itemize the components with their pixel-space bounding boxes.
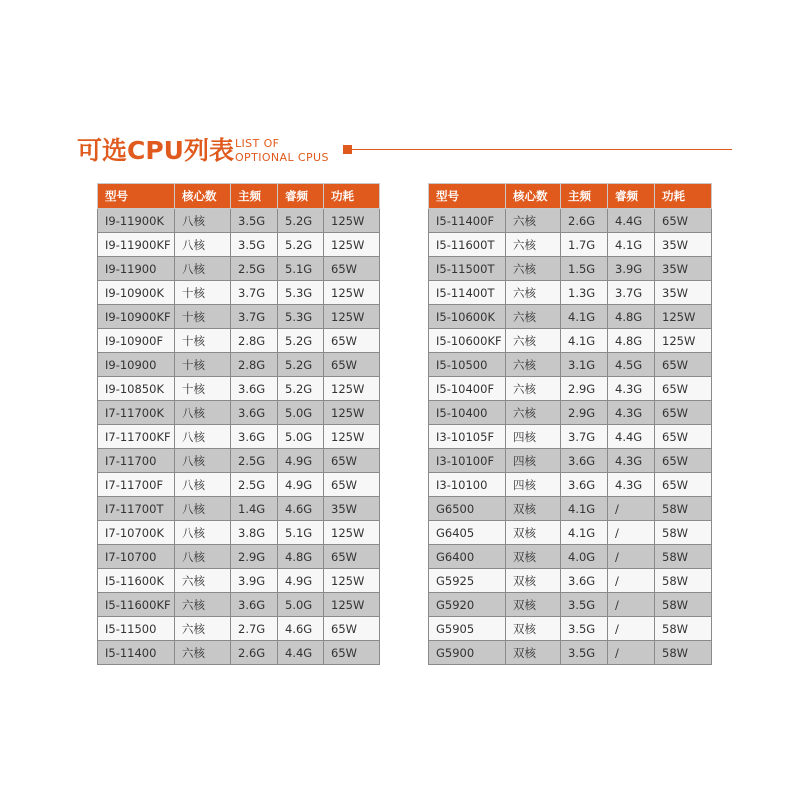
cell-power: 65W (324, 329, 380, 353)
cell-model: I5-10600K (429, 305, 506, 329)
cell-cores: 双核 (506, 497, 561, 521)
table-row (98, 473, 380, 497)
cell-boost-clock: / (608, 641, 655, 665)
cell-cores: 六核 (506, 401, 561, 425)
table-row (98, 257, 380, 281)
cell-model: I5-10400F (429, 377, 506, 401)
cell-boost-clock: 4.3G (608, 473, 655, 497)
cell-base-clock: 4.1G (561, 521, 608, 545)
cell-base-clock: 4.0G (561, 545, 608, 569)
cell-cores: 双核 (506, 641, 561, 665)
cell-cores: 六核 (506, 257, 561, 281)
cell-model: I7-11700KF (98, 425, 175, 449)
cell-power: 65W (324, 353, 380, 377)
table-row (429, 281, 712, 305)
cell-model: I9-11900KF (98, 233, 175, 257)
cell-cores: 六核 (175, 641, 231, 665)
cell-base-clock: 3.6G (561, 569, 608, 593)
cell-base-clock: 3.5G (231, 233, 278, 257)
cell-boost-clock: 5.3G (278, 281, 324, 305)
table-row (98, 377, 380, 401)
column-header-boost-clock: 睿频 (278, 184, 324, 209)
cell-base-clock: 4.1G (561, 497, 608, 521)
cell-boost-clock: 4.8G (608, 329, 655, 353)
cell-cores: 双核 (506, 545, 561, 569)
cell-power: 58W (655, 593, 712, 617)
cell-power: 58W (655, 545, 712, 569)
table-row (429, 353, 712, 377)
cell-model: G5925 (429, 569, 506, 593)
table-row (429, 377, 712, 401)
cell-model: I9-10900F (98, 329, 175, 353)
cell-cores: 十核 (175, 305, 231, 329)
cell-base-clock: 2.8G (231, 329, 278, 353)
cell-model: I9-11900K (98, 209, 175, 233)
cell-model: I5-10400 (429, 401, 506, 425)
cell-model: I5-11500T (429, 257, 506, 281)
cell-power: 35W (655, 233, 712, 257)
subtitle-line-2: OPTIONAL CPUS (235, 151, 329, 164)
cell-boost-clock: 4.8G (278, 545, 324, 569)
cell-power: 35W (324, 497, 380, 521)
cell-model: I5-11600T (429, 233, 506, 257)
cell-power: 125W (655, 305, 712, 329)
cell-power: 65W (324, 641, 380, 665)
table-row (429, 233, 712, 257)
cell-power: 65W (324, 257, 380, 281)
cell-boost-clock: 4.1G (608, 233, 655, 257)
cell-boost-clock: 5.0G (278, 401, 324, 425)
cell-power: 125W (324, 401, 380, 425)
cell-base-clock: 3.8G (231, 521, 278, 545)
cell-model: I7-11700F (98, 473, 175, 497)
table-header-row (98, 184, 380, 209)
cell-boost-clock: 4.3G (608, 449, 655, 473)
cell-model: I5-11500 (98, 617, 175, 641)
cell-model: I5-11600KF (98, 593, 175, 617)
title-rule-square (343, 145, 352, 154)
table-row (429, 545, 712, 569)
cell-base-clock: 1.3G (561, 281, 608, 305)
cell-boost-clock: 5.2G (278, 353, 324, 377)
cell-model: I7-11700T (98, 497, 175, 521)
cell-base-clock: 2.7G (231, 617, 278, 641)
table-row (98, 521, 380, 545)
subtitle-line-1: LIST OF (235, 137, 280, 150)
cell-cores: 六核 (506, 305, 561, 329)
cell-model: I5-11400F (429, 209, 506, 233)
cell-base-clock: 3.7G (231, 281, 278, 305)
cell-cores: 六核 (506, 329, 561, 353)
table-row (429, 329, 712, 353)
cell-cores: 八核 (175, 521, 231, 545)
cell-boost-clock: 5.2G (278, 209, 324, 233)
cell-boost-clock: 5.3G (278, 305, 324, 329)
cell-power: 58W (655, 569, 712, 593)
cell-cores: 八核 (175, 497, 231, 521)
table-row (98, 497, 380, 521)
table-row (98, 449, 380, 473)
table-row (429, 305, 712, 329)
table-row (429, 209, 712, 233)
cell-cores: 八核 (175, 209, 231, 233)
cell-cores: 六核 (175, 617, 231, 641)
cell-cores: 八核 (175, 425, 231, 449)
cell-cores: 八核 (175, 257, 231, 281)
cell-model: I7-10700 (98, 545, 175, 569)
table-row (429, 497, 712, 521)
column-header-base-clock: 主频 (231, 184, 278, 209)
cell-model: I9-10900K (98, 281, 175, 305)
cell-boost-clock: 4.9G (278, 449, 324, 473)
cell-cores: 四核 (506, 449, 561, 473)
cell-base-clock: 2.6G (561, 209, 608, 233)
cell-boost-clock: 5.2G (278, 233, 324, 257)
cell-power: 65W (324, 473, 380, 497)
table-row (429, 401, 712, 425)
table-row (429, 617, 712, 641)
cell-model: I7-11700 (98, 449, 175, 473)
cell-base-clock: 3.6G (231, 377, 278, 401)
cell-boost-clock: 4.3G (608, 401, 655, 425)
cell-boost-clock: / (608, 569, 655, 593)
cpu-table-left (97, 183, 380, 665)
cell-base-clock: 4.1G (561, 305, 608, 329)
table-row (98, 401, 380, 425)
cell-cores: 双核 (506, 593, 561, 617)
cell-boost-clock: 4.4G (608, 209, 655, 233)
cell-power: 125W (324, 233, 380, 257)
cell-base-clock: 3.9G (231, 569, 278, 593)
cell-base-clock: 3.7G (561, 425, 608, 449)
cell-base-clock: 2.8G (231, 353, 278, 377)
cell-boost-clock: 5.2G (278, 377, 324, 401)
cell-power: 125W (324, 377, 380, 401)
cell-boost-clock: 5.2G (278, 329, 324, 353)
table-row (429, 449, 712, 473)
table-row (429, 425, 712, 449)
cell-model: I5-10600KF (429, 329, 506, 353)
table-row (98, 329, 380, 353)
cell-model: G6400 (429, 545, 506, 569)
cell-power: 65W (655, 449, 712, 473)
cell-power: 58W (655, 521, 712, 545)
cell-model: I7-11700K (98, 401, 175, 425)
cell-model: I9-10900 (98, 353, 175, 377)
column-header-cores: 核心数 (175, 184, 231, 209)
cell-boost-clock: 4.6G (278, 617, 324, 641)
cell-base-clock: 1.4G (231, 497, 278, 521)
cell-cores: 八核 (175, 401, 231, 425)
cell-cores: 四核 (506, 473, 561, 497)
cell-base-clock: 3.6G (231, 425, 278, 449)
title-rule-line (352, 149, 732, 150)
cell-power: 58W (655, 617, 712, 641)
table-row (429, 593, 712, 617)
cell-power: 125W (324, 593, 380, 617)
cell-power: 58W (655, 497, 712, 521)
cell-power: 65W (655, 353, 712, 377)
cell-power: 65W (324, 449, 380, 473)
cell-model: I5-11400 (98, 641, 175, 665)
cell-power: 125W (324, 569, 380, 593)
cell-cores: 六核 (506, 233, 561, 257)
cell-boost-clock: 4.9G (278, 569, 324, 593)
cell-cores: 十核 (175, 353, 231, 377)
cell-base-clock: 2.6G (231, 641, 278, 665)
cell-power: 65W (655, 401, 712, 425)
cell-power: 58W (655, 641, 712, 665)
cell-boost-clock: 5.1G (278, 257, 324, 281)
cell-base-clock: 2.9G (231, 545, 278, 569)
cell-base-clock: 1.5G (561, 257, 608, 281)
column-header-boost-clock: 睿频 (608, 184, 655, 209)
cell-boost-clock: 5.0G (278, 593, 324, 617)
cell-power: 125W (324, 281, 380, 305)
table-row (98, 233, 380, 257)
column-header-power: 功耗 (324, 184, 380, 209)
cpu-table-right (428, 183, 712, 665)
cell-model: G5905 (429, 617, 506, 641)
table-row (98, 425, 380, 449)
column-header-model: 型号 (429, 184, 506, 209)
cell-power: 125W (324, 209, 380, 233)
cell-base-clock: 2.5G (231, 257, 278, 281)
cell-boost-clock: 4.3G (608, 377, 655, 401)
cell-boost-clock: 4.4G (278, 641, 324, 665)
cell-power: 35W (655, 281, 712, 305)
cell-cores: 八核 (175, 545, 231, 569)
cell-model: G5920 (429, 593, 506, 617)
cell-boost-clock: / (608, 497, 655, 521)
page-subtitle (235, 137, 329, 165)
cell-boost-clock: / (608, 617, 655, 641)
table-row (98, 353, 380, 377)
cell-boost-clock: / (608, 545, 655, 569)
cell-cores: 八核 (175, 233, 231, 257)
cell-base-clock: 3.7G (231, 305, 278, 329)
column-header-model: 型号 (98, 184, 175, 209)
column-header-cores: 核心数 (506, 184, 561, 209)
table-row (98, 641, 380, 665)
cell-base-clock: 3.1G (561, 353, 608, 377)
cell-cores: 十核 (175, 329, 231, 353)
table-row (98, 281, 380, 305)
cell-cores: 六核 (506, 353, 561, 377)
table-row (429, 569, 712, 593)
page-header (0, 0, 800, 180)
table-row (98, 305, 380, 329)
cell-base-clock: 3.5G (561, 593, 608, 617)
table-body (429, 209, 712, 665)
cell-base-clock: 2.9G (561, 377, 608, 401)
cell-model: I9-10900KF (98, 305, 175, 329)
cell-base-clock: 3.6G (231, 401, 278, 425)
cell-boost-clock: / (608, 593, 655, 617)
cell-base-clock: 3.5G (231, 209, 278, 233)
table-row (429, 521, 712, 545)
cell-power: 35W (655, 257, 712, 281)
cell-model: I9-10850K (98, 377, 175, 401)
cell-model: I9-11900 (98, 257, 175, 281)
cell-base-clock: 4.1G (561, 329, 608, 353)
table-header-row (429, 184, 712, 209)
column-header-power: 功耗 (655, 184, 712, 209)
cell-base-clock: 3.6G (561, 473, 608, 497)
cell-power: 125W (324, 305, 380, 329)
cell-cores: 六核 (175, 569, 231, 593)
cell-boost-clock: / (608, 521, 655, 545)
cell-base-clock: 2.5G (231, 473, 278, 497)
cell-base-clock: 3.5G (561, 617, 608, 641)
cell-boost-clock: 3.7G (608, 281, 655, 305)
cell-model: I3-10100F (429, 449, 506, 473)
cell-model: I3-10105F (429, 425, 506, 449)
table-row (98, 569, 380, 593)
cell-boost-clock: 3.9G (608, 257, 655, 281)
table-row (429, 473, 712, 497)
cell-boost-clock: 5.0G (278, 425, 324, 449)
cell-power: 65W (655, 425, 712, 449)
cell-cores: 六核 (175, 593, 231, 617)
cell-boost-clock: 4.5G (608, 353, 655, 377)
cell-power: 65W (655, 377, 712, 401)
cell-power: 125W (324, 521, 380, 545)
cell-boost-clock: 4.4G (608, 425, 655, 449)
cell-power: 65W (324, 617, 380, 641)
cell-power: 65W (655, 473, 712, 497)
cell-cores: 六核 (506, 281, 561, 305)
cell-boost-clock: 4.9G (278, 473, 324, 497)
table-row (429, 257, 712, 281)
table-row (98, 617, 380, 641)
cell-base-clock: 3.6G (561, 449, 608, 473)
cell-base-clock: 1.7G (561, 233, 608, 257)
cell-model: I5-11600K (98, 569, 175, 593)
cell-model: I5-10500 (429, 353, 506, 377)
cell-model: G5900 (429, 641, 506, 665)
cell-cores: 八核 (175, 449, 231, 473)
cell-base-clock: 2.5G (231, 449, 278, 473)
cell-cores: 十核 (175, 377, 231, 401)
cell-model: I7-10700K (98, 521, 175, 545)
cell-cores: 六核 (506, 377, 561, 401)
cell-base-clock: 3.5G (561, 641, 608, 665)
cell-power: 125W (324, 425, 380, 449)
cell-boost-clock: 5.1G (278, 521, 324, 545)
cell-model: G6500 (429, 497, 506, 521)
cell-cores: 十核 (175, 281, 231, 305)
table-row (98, 545, 380, 569)
cell-boost-clock: 4.6G (278, 497, 324, 521)
table-row (429, 641, 712, 665)
page-title: 可选CPU列表 (77, 136, 234, 165)
cell-model: G6405 (429, 521, 506, 545)
cell-boost-clock: 4.8G (608, 305, 655, 329)
cell-cores: 双核 (506, 569, 561, 593)
cell-cores: 四核 (506, 425, 561, 449)
cell-power: 125W (655, 329, 712, 353)
cell-base-clock: 3.6G (231, 593, 278, 617)
cell-power: 65W (324, 545, 380, 569)
table-row (98, 593, 380, 617)
cell-cores: 八核 (175, 473, 231, 497)
column-header-base-clock: 主频 (561, 184, 608, 209)
cell-power: 65W (655, 209, 712, 233)
table-body (98, 209, 380, 665)
cell-model: I5-11400T (429, 281, 506, 305)
cell-cores: 六核 (506, 209, 561, 233)
cell-base-clock: 2.9G (561, 401, 608, 425)
cell-cores: 双核 (506, 617, 561, 641)
cell-cores: 双核 (506, 521, 561, 545)
cell-model: I3-10100 (429, 473, 506, 497)
table-row (98, 209, 380, 233)
